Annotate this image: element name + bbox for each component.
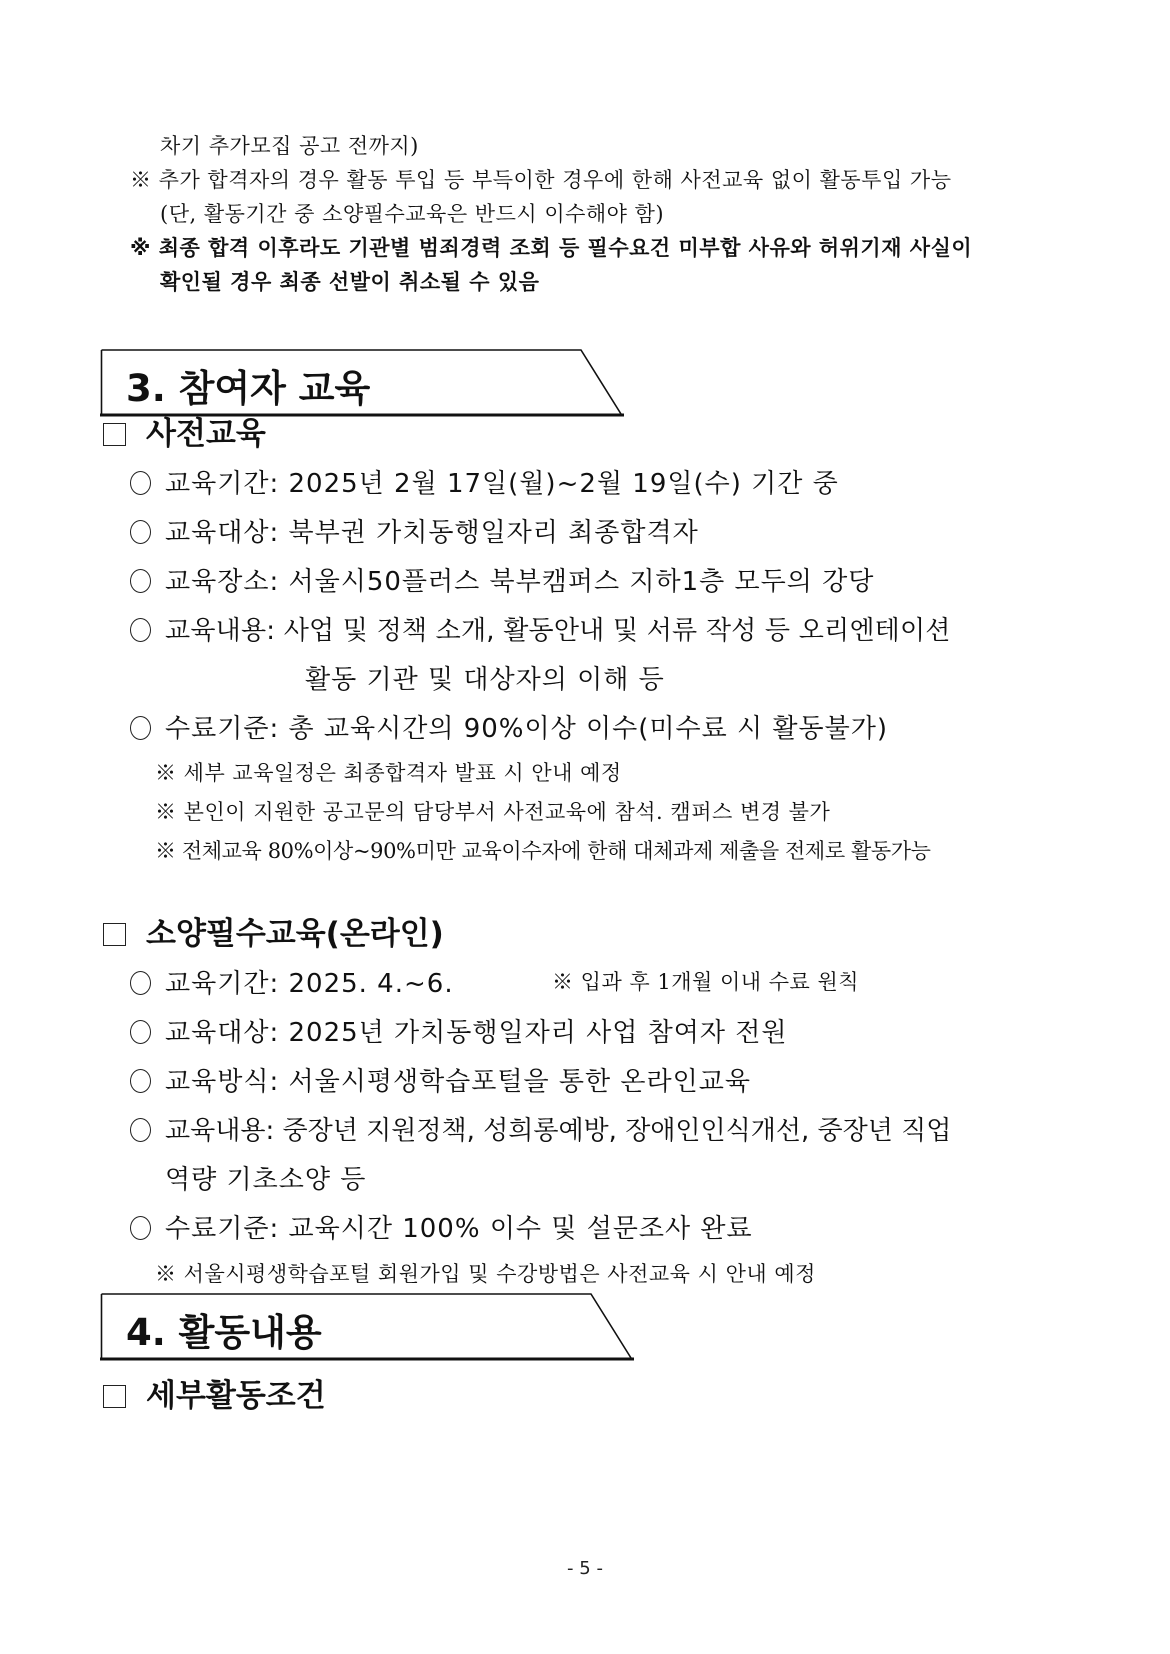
note-campus: ※ 본인이 지원한 공고문의 담당부서 사전교육에 참석. 캠퍼스 변경 불가 [155,800,831,824]
circle-bullet-icon [130,1118,151,1142]
item-text: 교육내용: 사업 및 정책 소개, 활동안내 및 서류 작성 등 오리엔테이션 [165,616,951,646]
subheading-label: 세부활동조건 [146,1378,326,1414]
list-item-continuation: 활동 기관 및 대상자의 이해 등 [305,665,665,695]
circle-bullet-icon [130,520,151,544]
note-cancellation-cont: 확인될 경우 최종 선발이 취소될 수 있음 [160,270,540,294]
list-item-continuation: 역량 기초소양 등 [165,1165,367,1195]
section-4-title: 4. 활동내용 [126,1311,322,1354]
square-bullet-icon [103,923,126,946]
item-text: 교육기간: 2025년 2월 17일(월)~2월 19일(수) 기간 중 [165,469,839,499]
list-item [130,963,454,1000]
list-item [130,1110,951,1147]
square-bullet-icon [103,423,126,446]
circle-bullet-icon [130,1069,151,1093]
item-text: 교육내용: 중장년 지원정책, 성희롱예방, 장애인인식개선, 중장년 직업 [165,1116,952,1146]
circle-bullet-icon [130,971,151,995]
list-item [130,1208,753,1245]
square-bullet-icon [103,1385,126,1408]
note-portal-signup: ※ 서울시평생학습포털 회원가입 및 수강방법은 사전교육 시 안내 예정 [155,1262,816,1286]
list-item [130,708,888,745]
subheading-activity-conditions [103,1370,326,1415]
section-4-header [100,1292,635,1362]
item-text: 교육방식: 서울시평생학습포털을 통한 온라인교육 [165,1067,751,1097]
list-item [130,463,839,500]
circle-bullet-icon [130,618,151,642]
subheading-pre-education [103,408,266,453]
subheading-required-education [103,908,444,953]
list-item [130,610,951,647]
note-alternative-task: ※ 전체교육 80%이상~90%미만 교육이수자에 한해 대체과제 제출을 전제로 활동가능 [155,839,931,863]
note-completion-rule: ※ 입과 후 1개월 이내 수료 원칙 [552,970,860,994]
item-text: 교육기간: 2025. 4.~6. [165,969,454,999]
note-additional-pass: ※ 추가 합격자의 경우 활동 투입 등 부득이한 경우에 한해 사전교육 없이 활동투입 가능 [130,168,952,192]
item-text: 교육장소: 서울시50플러스 북부캠퍼스 지하1층 모두의 강당 [165,567,875,597]
circle-bullet-icon [130,471,151,495]
list-item [130,1012,787,1049]
circle-bullet-icon [130,1020,151,1044]
circle-bullet-icon [130,716,151,740]
subheading-label: 사전교육 [146,416,266,452]
item-text: 교육대상: 북부권 가치동행일자리 최종합격자 [165,518,699,548]
section-3-title: 3. 참여자 교육 [126,367,371,410]
page-number: - 5 - [567,1558,603,1579]
circle-bullet-icon [130,569,151,593]
list-item [130,512,699,549]
item-text: 수료기준: 교육시간 100% 이수 및 설문조사 완료 [165,1214,753,1244]
note-schedule: ※ 세부 교육일정은 최종합격자 발표 시 안내 예정 [155,761,622,785]
subheading-label: 소양필수교육(온라인) [146,916,444,952]
list-item [130,561,874,598]
item-text: 수료기준: 총 교육시간의 90%이상 이수(미수료 시 활동불가) [165,714,888,744]
circle-bullet-icon [130,1216,151,1240]
item-text: 교육대상: 2025년 가치동행일자리 사업 참여자 전원 [165,1018,788,1048]
note-continuation: 차기 추가모집 공고 전까지) [160,134,419,158]
note-cancellation: ※ 최종 합격 이후라도 기관별 범죄경력 조회 등 필수요건 미부합 사유와 허위기재 사실이 [130,236,973,260]
list-item [130,1061,751,1098]
note-additional-pass-cont: (단, 활동기간 중 소양필수교육은 반드시 이수해야 함) [160,202,665,226]
